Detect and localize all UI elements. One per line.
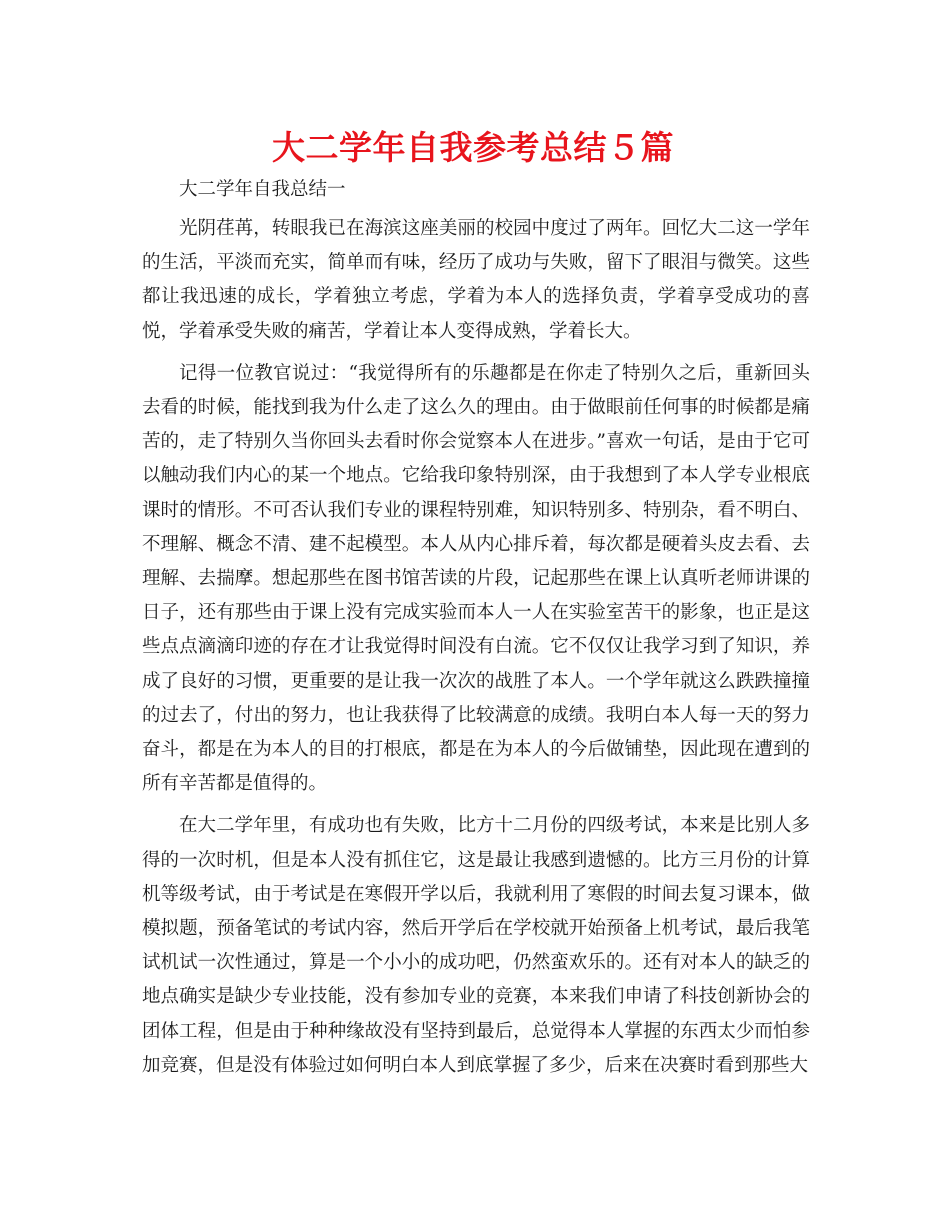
paragraph-3: 在大二学年里，有成功也有失败，比方十二月份的四级考试，本来是比别人多得的一次时机，但是本人没有抓住它，这是最让我感到遗憾的。比方三月份的计算机等级考试，由于考试是在寒假开学以后，我就利用了寒假的时间去复习课本，做模拟题，预备笔试的考试内容，然后开学后在学校就开始预备上机考试，最后我笔试机试一次性通过，算是一个小小的成功吧，仍然蛮欢乐的。还有对本人的缺乏的地点确实是缺少专业技能，没有参加专业的竞赛，本来我们申请了科技创新协会的团体工程，但是由于种种缘故没有坚持到最后，总觉得本人掌握的东西太少而怕参加竞赛，但是没有体验过如何明白本人到底掌握了多少，后来在决赛时看到那些大 bbox=[142, 815, 810, 1076]
document-page bbox=[142, 118, 810, 1091]
section-heading: 大二学年自我总结一 bbox=[179, 179, 346, 200]
paragraph-1: 光阴荏苒，转眼我已在海滨这座美丽的校园中度过了两年。回忆大二这一学年的生活，平淡而充实，简单而有味，经历了成功与失败，留下了眼泪与微笑。这些都让我迅速的成长，学着独立考虑，学着为本人的选择负责，学着享受成功的喜悦，学着承受失败的痛苦，学着让本人变得成熟，学着长大。 bbox=[142, 218, 810, 342]
document-title: 大二学年自我参考总结５篇 bbox=[272, 128, 674, 167]
paragraph-2: 记得一位教官说过：“我觉得所有的乐趣都是在你走了特别久之后，重新回头去看的时候，能找到我为什么走了这么久的理由。由于做眼前任何事的时候都是痛苦的，走了特别久当你回头去看时你会觉察本人在进步。”喜欢一句话，是由于它可以触动我们内心的某一个地点。它给我印象特别深，由于我想到了本人学专业根底课时的情形。不可否认我们专业的课程特别难，知识特别多、特别杂，看不明白、不理解、概念不清、建不起模型。本人从内心排斥着，每次都是硬着头皮去看、去理解、去揣摩。想起那些在图书馆苦读的片段，记起那些在课上认真听老师讲课的日子，还有那些由于课上没有完成实验而本人一人在实验室苦干的影象，也正是这些点点滴滴印迹的存在才让我觉得时间没有白流。它不仅仅让我学习到了知识，养成了良好的习惯，更重要的是让我一次次的战胜了本人。一个学年就这么跌跌撞撞的过去了，付出的努力，也让我获得了比较满意的成绩。我明白本人每一天的努力奋斗，都是在为本人的目的打根底，都是在为本人的今后做铺垫，因此现在遭到的所有辛苦都是值得的。 bbox=[142, 362, 810, 795]
